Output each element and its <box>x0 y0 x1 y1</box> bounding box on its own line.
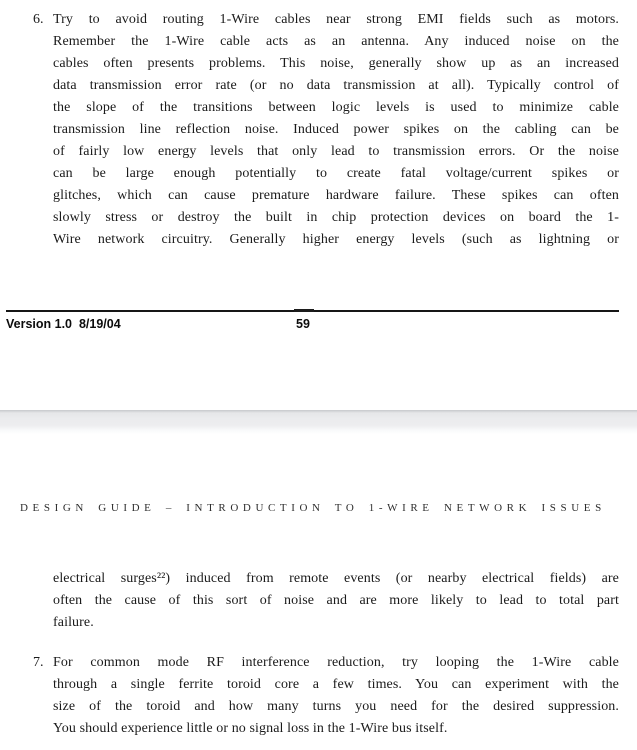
text-line: cables often presents problems. This noise, generally show up as an increased <box>53 56 619 71</box>
footer-version-label: Version 1.0 8/19/04 <box>6 317 121 331</box>
text-line: Remember the 1-Wire cable acts as an antenna. Any induced noise on the <box>53 34 619 49</box>
text-line: Wire network circuitry. Generally higher energy levels (such as lightning or <box>53 232 619 247</box>
text-line: failure. <box>53 615 94 630</box>
text-line: often the cause of this sort of noise and are more likely to lead to total part <box>53 593 619 608</box>
footer-page-number: 59 <box>296 317 310 331</box>
text-line: can be large enough potentially to create fatal voltage/current spikes or <box>53 166 619 181</box>
text-line: size of the toroid and how many turns you need for the desired suppression. <box>53 699 619 714</box>
list-item-6-number: 6. <box>33 12 44 27</box>
text-line: electrical surges²²) induced from remote events (or nearby electrical fields) are <box>53 571 619 586</box>
text-line: through a single ferrite toroid core a few times. You can experiment with the <box>53 677 619 692</box>
list-item-7-number: 7. <box>33 655 44 670</box>
page-separator <box>0 410 637 434</box>
text-line: You should experience little or no signal loss in the 1-Wire bus itself. <box>53 721 448 736</box>
footer-rule <box>6 310 619 312</box>
running-header: DESIGN GUIDE – INTRODUCTION TO 1-WIRE NETWORK ISSUES <box>20 502 606 514</box>
footer-rule-notch <box>294 309 314 312</box>
text-line: Try to avoid routing 1-Wire cables near strong EMI fields such as motors. <box>53 12 619 27</box>
text-line: slowly stress or destroy the built in chip protection devices on board the 1- <box>53 210 619 225</box>
text-line: glitches, which can cause premature hardware failure. These spikes can often <box>53 188 619 203</box>
text-line: For common mode RF interference reduction, try looping the 1-Wire cable <box>53 655 619 670</box>
list-item-6-paragraph <box>53 9 619 251</box>
text-line: of fairly low energy levels that only lead to transmission errors. Or the noise <box>53 144 619 159</box>
list-item-7-paragraph <box>53 652 619 740</box>
text-line: data transmission error rate (or no data transmission at all). Typically control of <box>53 78 619 93</box>
text-line: transmission line reflection noise. Induced power spikes on the cabling can be <box>53 122 619 137</box>
continuation-paragraph <box>53 568 619 634</box>
text-line: the slope of the transitions between logic levels is used to minimize cable <box>53 100 619 115</box>
